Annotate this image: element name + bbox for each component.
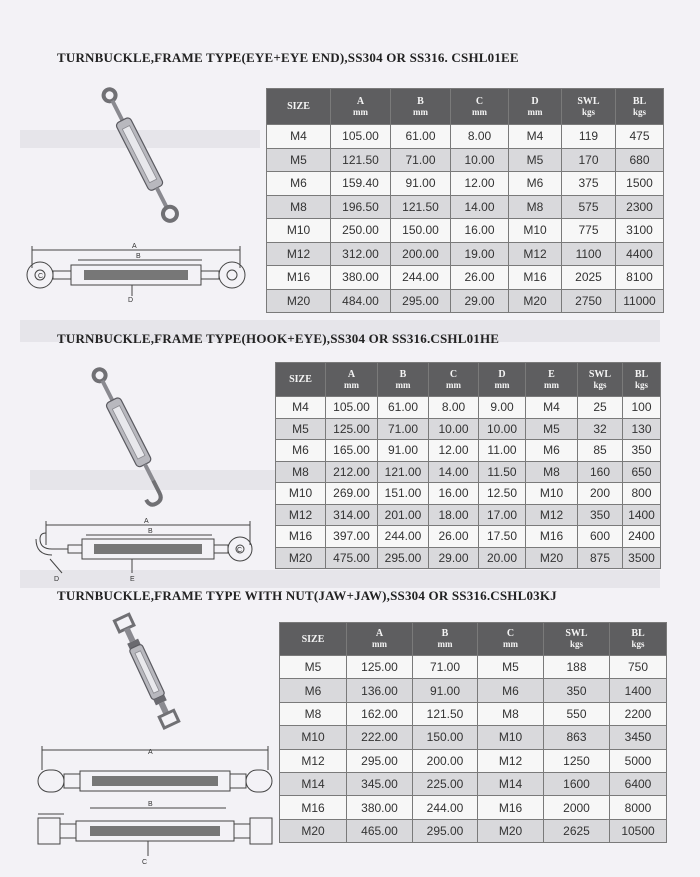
- table-row: [276, 397, 661, 419]
- column-header-label: BL: [632, 95, 647, 107]
- column-header-unit: mm: [527, 106, 543, 117]
- dim-label-b: B: [148, 528, 153, 535]
- table-cell: M4: [509, 125, 562, 149]
- column-header-label: A: [347, 368, 356, 380]
- column-header-label: C: [506, 628, 515, 639]
- column-header-unit: kgs: [631, 639, 645, 649]
- column-header-label: SIZE: [301, 633, 325, 645]
- column-header: [509, 89, 562, 125]
- table-row: [280, 702, 667, 725]
- table-cell: 6400: [610, 772, 667, 795]
- column-header: [276, 363, 326, 397]
- column-header-label: D: [531, 95, 539, 107]
- column-header: [413, 623, 478, 656]
- table-cell: M12: [509, 242, 562, 266]
- table-cell: 200.00: [413, 749, 478, 772]
- photo-jaw-jaw-turnbuckle: [92, 612, 202, 732]
- table-cell: 125.00: [326, 418, 378, 440]
- column-header-unit: mm: [372, 639, 387, 649]
- table-cell: 465.00: [347, 819, 413, 842]
- table-cell: 150.00: [413, 726, 478, 749]
- column-header-label: B: [441, 628, 449, 639]
- table-cell: 269.00: [326, 483, 378, 505]
- table-row: [276, 461, 661, 483]
- section-title-eye-eye: TURNBUCKLE,FRAME TYPE(EYE+EYE END),SS304 OR SS316. CSHL01EE: [57, 50, 519, 65]
- table-cell: 312.00: [331, 242, 391, 266]
- table-cell: 2625: [544, 819, 610, 842]
- table-cell: M4: [267, 125, 331, 149]
- column-header-unit: mm: [503, 639, 518, 649]
- column-header-label: SIZE: [289, 374, 312, 385]
- table-cell: 10.00: [451, 148, 509, 172]
- table-cell: 2025: [562, 266, 616, 290]
- column-header-unit: mm: [544, 379, 559, 390]
- table-cell: 159.40: [331, 172, 391, 196]
- column-header: [429, 363, 479, 397]
- table-row: [276, 526, 661, 548]
- table-cell: M8: [267, 195, 331, 219]
- table-cell: 863: [544, 726, 610, 749]
- table-cell: 3100: [616, 219, 664, 243]
- table-cell: 1400: [623, 504, 661, 526]
- table-row: [280, 819, 667, 842]
- column-header-unit: kgs: [593, 379, 607, 390]
- table-cell: M8: [509, 195, 562, 219]
- table-cell: M6: [478, 679, 544, 702]
- dim-label-e: E: [130, 576, 135, 583]
- table-cell: 165.00: [326, 440, 378, 462]
- table-cell: 136.00: [347, 679, 413, 702]
- table-cell: M5: [526, 418, 578, 440]
- column-header: [610, 623, 667, 656]
- table-cell: 350: [544, 679, 610, 702]
- column-header: [378, 363, 429, 397]
- table-cell: 91.00: [413, 679, 478, 702]
- table-row: [276, 504, 661, 526]
- column-header: [280, 623, 347, 656]
- column-header-label: C: [449, 368, 458, 380]
- spec-table-hook-eye: [275, 362, 661, 569]
- table-cell: M8: [526, 461, 578, 483]
- column-header-unit: kgs: [569, 639, 583, 649]
- photo-eye-eye-turnbuckle: [85, 80, 195, 230]
- table-cell: M14: [280, 772, 347, 795]
- column-header: [526, 363, 578, 397]
- table-cell: M14: [478, 772, 544, 795]
- table-row: [276, 418, 661, 440]
- table-cell: M20: [276, 547, 326, 569]
- table-cell: 18.00: [429, 504, 479, 526]
- table-cell: 61.00: [391, 125, 451, 149]
- column-header-label: A: [375, 628, 384, 639]
- table-row: [276, 483, 661, 505]
- dim-label-d: D: [54, 576, 60, 583]
- table-cell: M10: [509, 219, 562, 243]
- dim-label-a: A: [148, 749, 153, 756]
- table-cell: 12.00: [429, 440, 479, 462]
- table-cell: 188: [544, 656, 610, 679]
- table-cell: 162.00: [347, 702, 413, 725]
- table-cell: 196.50: [331, 195, 391, 219]
- table-cell: M4: [276, 397, 326, 419]
- dim-label-c: C: [142, 859, 148, 866]
- table-cell: 91.00: [378, 440, 429, 462]
- table-cell: 1100: [562, 242, 616, 266]
- table-cell: 200.00: [391, 242, 451, 266]
- table-cell: M5: [509, 148, 562, 172]
- table-cell: 244.00: [391, 266, 451, 290]
- dim-label-c: C: [38, 273, 44, 280]
- table-cell: M12: [276, 504, 326, 526]
- table-cell: M6: [509, 172, 562, 196]
- table-cell: 200: [578, 483, 623, 505]
- table-cell: 775: [562, 219, 616, 243]
- table-cell: 8.00: [429, 397, 479, 419]
- table-cell: 12.50: [479, 483, 526, 505]
- table-cell: M16: [526, 526, 578, 548]
- table-cell: 2400: [623, 526, 661, 548]
- table-cell: 151.00: [378, 483, 429, 505]
- photo-hook-eye-turnbuckle: [75, 360, 185, 510]
- table-cell: 25: [578, 397, 623, 419]
- column-header: [623, 363, 661, 397]
- table-cell: 121.50: [331, 148, 391, 172]
- column-header: [347, 623, 413, 656]
- table-row: [276, 547, 661, 569]
- table-cell: M20: [526, 547, 578, 569]
- table-cell: 8100: [616, 266, 664, 290]
- table-cell: M20: [478, 819, 544, 842]
- table-cell: 26.00: [451, 266, 509, 290]
- column-header-unit: mm: [437, 639, 453, 649]
- section-title-hook-eye: TURNBUCKLE,FRAME TYPE(HOOK+EYE),SS304 OR SS316.CSHL01HE: [57, 331, 500, 346]
- table-cell: 475: [616, 125, 664, 149]
- column-header-unit: mm: [413, 106, 428, 117]
- table-cell: 14.00: [429, 461, 479, 483]
- column-header-unit: mm: [472, 106, 487, 117]
- table-cell: 800: [623, 483, 661, 505]
- table-cell: M8: [478, 702, 544, 725]
- dimension-drawing-jaw-jaw-side: [30, 800, 280, 870]
- column-header: [479, 363, 526, 397]
- column-header-unit: kgs: [634, 379, 648, 390]
- table-cell: 295.00: [391, 289, 451, 313]
- dimension-drawing-eye-eye: [12, 238, 262, 308]
- table-cell: M6: [526, 440, 578, 462]
- table-cell: M6: [276, 440, 326, 462]
- table-cell: 71.00: [413, 656, 478, 679]
- table-cell: 105.00: [331, 125, 391, 149]
- table-row: [267, 195, 664, 219]
- table-row: [267, 289, 664, 313]
- table-cell: M10: [478, 726, 544, 749]
- table-cell: M5: [267, 148, 331, 172]
- table-cell: M20: [280, 819, 347, 842]
- table-cell: 100: [623, 397, 661, 419]
- table-cell: 150.00: [391, 219, 451, 243]
- column-header-unit: mm: [344, 379, 359, 390]
- table-cell: 160: [578, 461, 623, 483]
- table-row: [280, 796, 667, 819]
- table-row: [280, 726, 667, 749]
- column-header-label: A: [356, 95, 365, 107]
- table-cell: M6: [267, 172, 331, 196]
- table-cell: 91.00: [391, 172, 451, 196]
- table-cell: M10: [276, 483, 326, 505]
- table-cell: 475.00: [326, 547, 378, 569]
- table-cell: 600: [578, 526, 623, 548]
- column-header-label: D: [498, 368, 506, 380]
- column-header-label: C: [475, 95, 484, 107]
- table-cell: 225.00: [413, 772, 478, 795]
- table-row: [267, 219, 664, 243]
- dim-label-c: C: [237, 547, 243, 554]
- table-row: [267, 172, 664, 196]
- table-cell: 10.00: [429, 418, 479, 440]
- table-cell: 119: [562, 125, 616, 149]
- table-cell: M20: [509, 289, 562, 313]
- dim-label-b: B: [136, 253, 141, 260]
- table-cell: 29.00: [451, 289, 509, 313]
- table-cell: 575: [562, 195, 616, 219]
- table-cell: 8000: [610, 796, 667, 819]
- table-cell: M20: [267, 289, 331, 313]
- table-cell: M5: [280, 656, 347, 679]
- column-header-unit: mm: [494, 379, 510, 390]
- table-cell: 121.00: [378, 461, 429, 483]
- column-header-unit: mm: [446, 379, 461, 390]
- table-row: [280, 749, 667, 772]
- table-cell: M12: [478, 749, 544, 772]
- table-cell: 16.00: [451, 219, 509, 243]
- table-cell: 650: [623, 461, 661, 483]
- spec-table-jaw-jaw: [279, 622, 667, 843]
- table-cell: 350: [578, 504, 623, 526]
- column-header-unit: kgs: [581, 106, 595, 117]
- column-header-label: SWL: [577, 95, 600, 107]
- table-cell: 1400: [610, 679, 667, 702]
- table-cell: 5000: [610, 749, 667, 772]
- table-cell: M16: [509, 266, 562, 290]
- table-cell: M16: [276, 526, 326, 548]
- table-cell: 3500: [623, 547, 661, 569]
- table-cell: 2750: [562, 289, 616, 313]
- table-cell: 32: [578, 418, 623, 440]
- table-cell: 244.00: [378, 526, 429, 548]
- column-header-unit: kgs: [632, 106, 646, 117]
- table-cell: 3450: [610, 726, 667, 749]
- column-header-label: BL: [631, 628, 645, 639]
- table-cell: 484.00: [331, 289, 391, 313]
- table-cell: 295.00: [413, 819, 478, 842]
- table-row: [267, 125, 664, 149]
- table-cell: 295.00: [378, 547, 429, 569]
- table-cell: 550: [544, 702, 610, 725]
- table-cell: 85: [578, 440, 623, 462]
- table-cell: 121.50: [391, 195, 451, 219]
- table-cell: 680: [616, 148, 664, 172]
- column-header: [451, 89, 509, 125]
- table-cell: M16: [267, 266, 331, 290]
- dim-label-b: B: [148, 801, 153, 808]
- table-cell: 375: [562, 172, 616, 196]
- column-header-label: E: [548, 368, 555, 380]
- column-header: [616, 89, 664, 125]
- table-cell: 26.00: [429, 526, 479, 548]
- column-header: [562, 89, 616, 125]
- table-cell: 16.00: [429, 483, 479, 505]
- column-header-unit: mm: [353, 106, 368, 117]
- table-row: [280, 656, 667, 679]
- table-cell: 250.00: [331, 219, 391, 243]
- column-header: [578, 363, 623, 397]
- table-row: [280, 679, 667, 702]
- table-cell: 380.00: [347, 796, 413, 819]
- table-cell: M6: [280, 679, 347, 702]
- column-header-label: B: [417, 95, 424, 107]
- dim-label-d: D: [128, 297, 134, 304]
- table-cell: 19.00: [451, 242, 509, 266]
- column-header-label: B: [399, 368, 407, 380]
- table-cell: 29.00: [429, 547, 479, 569]
- column-header-label: BL: [634, 368, 649, 380]
- table-cell: 1500: [616, 172, 664, 196]
- table-cell: 212.00: [326, 461, 378, 483]
- table-cell: M5: [276, 418, 326, 440]
- section-title-jaw-jaw: TURNBUCKLE,FRAME TYPE WITH NUT(JAW+JAW),SS304 OR SS316.CSHL03KJ: [57, 588, 557, 603]
- table-cell: M8: [280, 702, 347, 725]
- table-cell: 17.50: [479, 526, 526, 548]
- table-cell: M12: [526, 504, 578, 526]
- table-cell: 130: [623, 418, 661, 440]
- table-cell: 244.00: [413, 796, 478, 819]
- table-cell: 345.00: [347, 772, 413, 795]
- column-header-label: SIZE: [287, 101, 310, 112]
- table-cell: M10: [526, 483, 578, 505]
- table-cell: 380.00: [331, 266, 391, 290]
- table-cell: 295.00: [347, 749, 413, 772]
- spec-table-eye-eye: [266, 88, 664, 313]
- column-header-label: SWL: [565, 628, 588, 639]
- dimension-drawing-hook-eye: [32, 515, 262, 587]
- column-header-label: SWL: [588, 368, 612, 380]
- column-header: [267, 89, 331, 125]
- dim-label-a: A: [132, 243, 137, 250]
- table-cell: 2000: [544, 796, 610, 819]
- table-cell: M10: [280, 726, 347, 749]
- table-cell: M16: [280, 796, 347, 819]
- table-cell: 8.00: [451, 125, 509, 149]
- table-row: [267, 266, 664, 290]
- table-cell: 12.00: [451, 172, 509, 196]
- table-cell: 2300: [616, 195, 664, 219]
- table-cell: 750: [610, 656, 667, 679]
- table-cell: 14.00: [451, 195, 509, 219]
- table-row: [280, 772, 667, 795]
- table-cell: 1250: [544, 749, 610, 772]
- column-header: [391, 89, 451, 125]
- table-cell: M16: [478, 796, 544, 819]
- table-cell: 71.00: [378, 418, 429, 440]
- table-cell: M10: [267, 219, 331, 243]
- table-cell: 11.50: [479, 461, 526, 483]
- column-header: [331, 89, 391, 125]
- table-cell: 4400: [616, 242, 664, 266]
- table-cell: 314.00: [326, 504, 378, 526]
- table-cell: 61.00: [378, 397, 429, 419]
- table-cell: 17.00: [479, 504, 526, 526]
- table-cell: 875: [578, 547, 623, 569]
- table-cell: 397.00: [326, 526, 378, 548]
- table-cell: 125.00: [347, 656, 413, 679]
- table-cell: 10.00: [479, 418, 526, 440]
- table-cell: 1600: [544, 772, 610, 795]
- column-header: [478, 623, 544, 656]
- table-cell: 71.00: [391, 148, 451, 172]
- table-cell: 9.00: [479, 397, 526, 419]
- column-header: [544, 623, 610, 656]
- table-cell: 170: [562, 148, 616, 172]
- table-cell: 201.00: [378, 504, 429, 526]
- column-header-unit: mm: [395, 379, 411, 390]
- dimension-drawing-jaw-jaw-top: [30, 742, 280, 802]
- table-cell: 2200: [610, 702, 667, 725]
- table-row: [276, 440, 661, 462]
- table-cell: 121.50: [413, 702, 478, 725]
- table-cell: M4: [526, 397, 578, 419]
- table-row: [267, 242, 664, 266]
- dim-label-a: A: [144, 518, 149, 525]
- table-cell: 222.00: [347, 726, 413, 749]
- table-cell: 11000: [616, 289, 664, 313]
- table-cell: 10500: [610, 819, 667, 842]
- table-cell: 105.00: [326, 397, 378, 419]
- table-cell: M12: [280, 749, 347, 772]
- table-cell: M8: [276, 461, 326, 483]
- table-cell: M5: [478, 656, 544, 679]
- table-row: [267, 148, 664, 172]
- column-header: [326, 363, 378, 397]
- table-cell: 20.00: [479, 547, 526, 569]
- table-cell: 11.00: [479, 440, 526, 462]
- table-cell: 350: [623, 440, 661, 462]
- table-cell: M12: [267, 242, 331, 266]
